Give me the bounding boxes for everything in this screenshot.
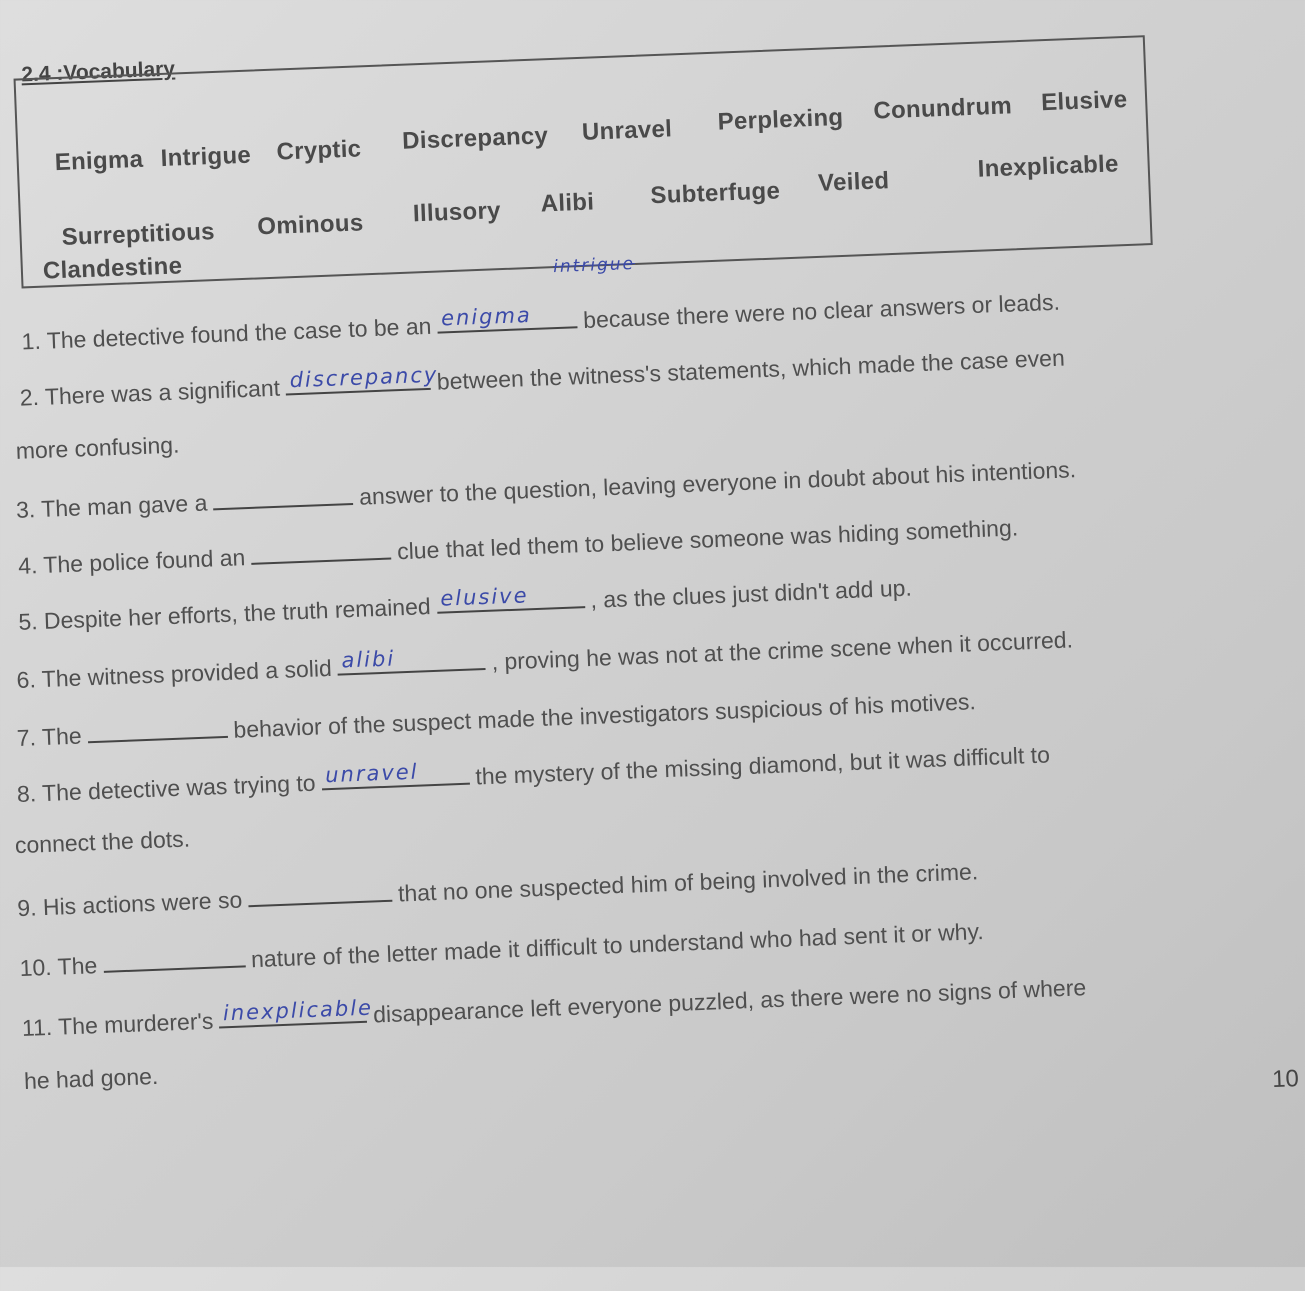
handwritten-answer: alibi [341,646,396,673]
handwritten-answer: discrepancy [289,362,439,393]
question-text: clue that led them to believe someone was hiding something. [396,514,1019,565]
word-conundrum: Conundrum [872,92,1013,125]
question-text: 8. The detective was trying to [16,769,317,808]
crossed-out-answer: intrigue [552,253,636,278]
question-text: 11. The murderer's [21,1007,214,1042]
handwritten-answer: elusive [439,583,529,611]
question-text: , proving he was not at the crime scene when it occurred. [491,626,1074,675]
word-surreptitious: Surreptitious [61,218,216,251]
answer-blank[interactable] [247,876,392,908]
word-alibi: Alibi [540,188,595,218]
answer-blank[interactable] [321,759,470,791]
section-heading: 2.4 :Vocabulary [20,57,176,87]
question-8 [16,736,1050,808]
answer-blank[interactable] [103,941,246,972]
question-text: the mystery of the missing diamond, but it was difficult to [474,741,1051,790]
answer-blank[interactable] [213,479,354,510]
question-text: 5. Despite her efforts, the truth remained [17,593,432,635]
question-text: 3. The man gave a [15,489,208,523]
question-text: because there were no clear answers or leads. [582,288,1061,333]
question-4 [18,509,1019,579]
question-8-continued: connect the dots. [14,825,191,859]
question-text: answer to the question, leaving everyone in doubt about his intentions. [358,456,1077,510]
question-text: 6. The witness provided a solid [16,654,333,693]
answer-blank[interactable] [436,582,585,614]
word-subterfuge: Subterfuge [649,177,781,210]
question-text: 9. His actions were so [16,886,243,922]
word-clandestine: Clandestine [42,252,183,285]
question-text: 2. There was a significant [19,374,281,411]
word-unravel: Unravel [581,115,673,146]
question-11-continued: he had gone. [23,1062,159,1094]
answer-blank[interactable] [87,712,228,743]
word-ominous: Ominous [256,209,364,241]
word-enigma: Enigma [54,145,144,177]
word-perplexing: Perplexing [717,103,844,136]
question-text: 1. The detective found the case to be an [21,312,432,355]
page-number: 10 [1271,1065,1300,1094]
question-text: disappearance left everyone puzzled, as there were no signs of where [372,974,1087,1028]
question-text: that no one suspected him of being involved in the crime. [397,858,979,907]
word-discrepancy: Discrepancy [401,122,549,155]
question-10 [19,913,984,982]
answer-blank[interactable] [437,253,636,333]
word-cryptic: Cryptic [276,135,362,166]
handwritten-answer: inexplicable [222,995,374,1026]
question-text: between the witness's statements, which made the case even [436,344,1066,395]
handwritten-answer: unravel [324,759,419,788]
question-text: nature of the letter made it difficult to understand who had sent it or why. [250,918,985,973]
question-text: 7. The [16,722,83,752]
question-2 [19,340,1065,412]
question-6 [16,621,1074,694]
handwritten-answer: enigma [440,302,533,331]
question-5 [18,570,913,636]
vocabulary-word-box [14,35,1153,288]
question-text: , as the clues just didn't add up. [589,574,913,613]
question-text: behavior of the suspect made the investigators suspicious of his motives. [232,688,977,743]
question-7 [16,683,976,752]
question-9 [17,853,979,922]
answer-blank[interactable] [251,534,392,565]
word-inexplicable: Inexplicable [977,150,1120,183]
word-veiled: Veiled [817,167,890,197]
question-text: 4. The police found an [17,544,246,579]
answer-blank[interactable] [219,995,374,1029]
question-2-continued: more confusing. [15,431,180,464]
answer-blank[interactable] [285,362,439,396]
answer-blank[interactable] [337,644,486,676]
word-intrigue: Intrigue [160,141,252,173]
word-illusory: Illusory [412,197,502,228]
word-elusive: Elusive [1040,85,1128,117]
question-text: 10. The [19,952,98,982]
question-11 [21,969,1086,1042]
